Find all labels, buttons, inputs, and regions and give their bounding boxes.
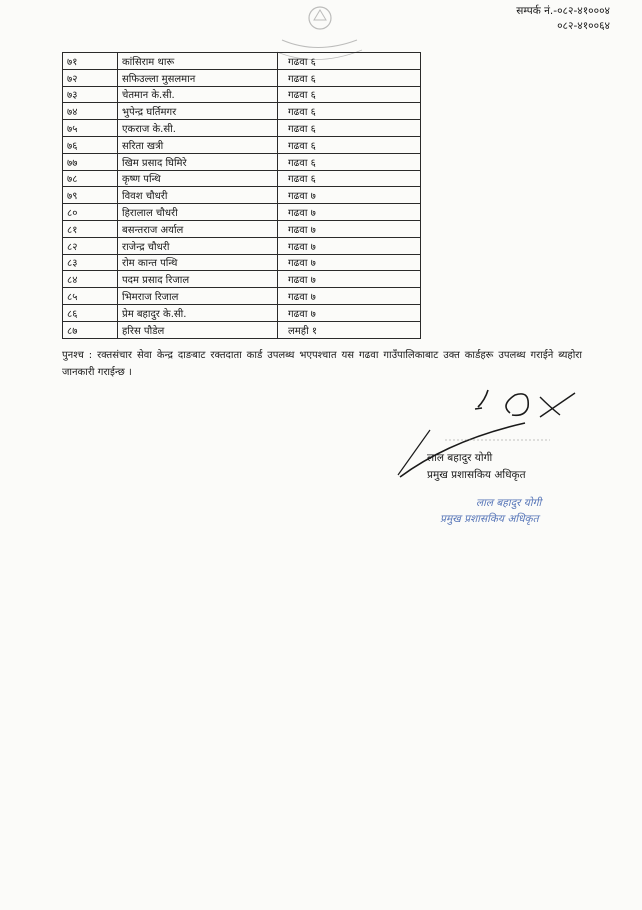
signatory-block xyxy=(427,450,526,484)
table-row xyxy=(63,220,421,237)
table-row xyxy=(63,271,421,288)
cell-serial: ७३ xyxy=(63,86,118,103)
cell-address: गढवा ६ xyxy=(278,53,421,70)
cell-name: बसन्तराज अर्याल xyxy=(118,220,278,237)
cell-name: सफिउल्ला मुसलमान xyxy=(118,69,278,86)
table-row xyxy=(63,103,421,120)
cell-name: एकराज के.सी. xyxy=(118,120,278,137)
cell-name: हरिस पौडेल xyxy=(118,321,278,338)
stamp-name: लाल बहादुर योगी xyxy=(476,497,542,509)
cell-address: गढवा ६ xyxy=(278,170,421,187)
cell-serial: ७८ xyxy=(63,170,118,187)
cell-address: लमही १ xyxy=(278,321,421,338)
cell-name: राजेन्द्र चौधरी xyxy=(118,237,278,254)
table-row xyxy=(63,153,421,170)
cell-address: गढवा ६ xyxy=(278,136,421,153)
cell-serial: ८३ xyxy=(63,254,118,271)
signatory-stamp xyxy=(440,495,541,527)
cell-serial: ७९ xyxy=(63,187,118,204)
table-row xyxy=(63,304,421,321)
cell-address: गढवा ७ xyxy=(278,187,421,204)
cell-address: गढवा ६ xyxy=(278,153,421,170)
contact-line-1: सम्पर्क नं.-०८२-४१०००४ xyxy=(516,5,610,17)
table-row xyxy=(63,254,421,271)
cell-name: कांसिराम थारू xyxy=(118,53,278,70)
cell-name: हिरालाल चौधरी xyxy=(118,204,278,221)
table-row xyxy=(63,321,421,338)
cell-serial: ७१ xyxy=(63,53,118,70)
cell-serial: ८७ xyxy=(63,321,118,338)
cell-serial: ८६ xyxy=(63,304,118,321)
cell-address: गढवा ६ xyxy=(278,69,421,86)
cell-address: गढवा ७ xyxy=(278,288,421,305)
cell-name: चेतमान के.सी. xyxy=(118,86,278,103)
table-row xyxy=(63,204,421,221)
postscript-note: पुनश्च : रक्तसंचार सेवा केन्द्र दाङबाट रक्तदाता कार्ड उपलब्ध भएपश्चात यस गढवा गाउँपालिकाबाट उक्त कार्डहरू उपलब्ध गराईने ब्यहोरा जानकारी गराईन्छ । xyxy=(62,350,582,378)
signatory-title: प्रमुख प्रशासकिय अधिकृत xyxy=(427,469,526,481)
cell-name: कृष्ण पन्थि xyxy=(118,170,278,187)
cell-address: गढवा ७ xyxy=(278,237,421,254)
table-row xyxy=(63,170,421,187)
cell-address: गढवा ७ xyxy=(278,220,421,237)
cell-name: विवश चौधरी xyxy=(118,187,278,204)
table-row xyxy=(63,237,421,254)
cell-serial: ७६ xyxy=(63,136,118,153)
cell-name: भुपेन्द्र घर्तिमगर xyxy=(118,103,278,120)
cell-serial: ८२ xyxy=(63,237,118,254)
table-row xyxy=(63,288,421,305)
beneficiary-table xyxy=(62,52,421,339)
cell-name: भिमराज रिजाल xyxy=(118,288,278,305)
signatory-name: लाल बहादुर योगी xyxy=(427,452,493,464)
cell-serial: ७२ xyxy=(63,69,118,86)
cell-serial: ८० xyxy=(63,204,118,221)
cell-name: रोम कान्त पन्थि xyxy=(118,254,278,271)
cell-name: सरिता खत्री xyxy=(118,136,278,153)
table-row xyxy=(63,69,421,86)
cell-address: गढवा ७ xyxy=(278,254,421,271)
cell-address: गढवा ६ xyxy=(278,86,421,103)
cell-address: गढवा ६ xyxy=(278,103,421,120)
cell-serial: ७७ xyxy=(63,153,118,170)
cell-serial: ७४ xyxy=(63,103,118,120)
table-row xyxy=(63,136,421,153)
table-row xyxy=(63,187,421,204)
cell-name: खिम प्रसाद घिमिरे xyxy=(118,153,278,170)
cell-address: गढवा ७ xyxy=(278,204,421,221)
cell-name: प्रेम बहादुर के.सी. xyxy=(118,304,278,321)
stamp-title: प्रमुख प्रशासकिय अधिकृत xyxy=(440,513,539,525)
table-body xyxy=(63,53,421,339)
cell-address: गढवा ६ xyxy=(278,120,421,137)
cell-name: पदम प्रसाद रिजाल xyxy=(118,271,278,288)
cell-address: गढवा ७ xyxy=(278,271,421,288)
cell-serial: ८१ xyxy=(63,220,118,237)
cell-serial: ८५ xyxy=(63,288,118,305)
cell-serial: ८४ xyxy=(63,271,118,288)
cell-address: गढवा ७ xyxy=(278,304,421,321)
table-row xyxy=(63,53,421,70)
cell-serial: ७५ xyxy=(63,120,118,137)
table-row xyxy=(63,120,421,137)
contact-numbers xyxy=(440,4,610,34)
table-row xyxy=(63,86,421,103)
contact-line-2: ०८२-४१००६४ xyxy=(557,20,610,32)
